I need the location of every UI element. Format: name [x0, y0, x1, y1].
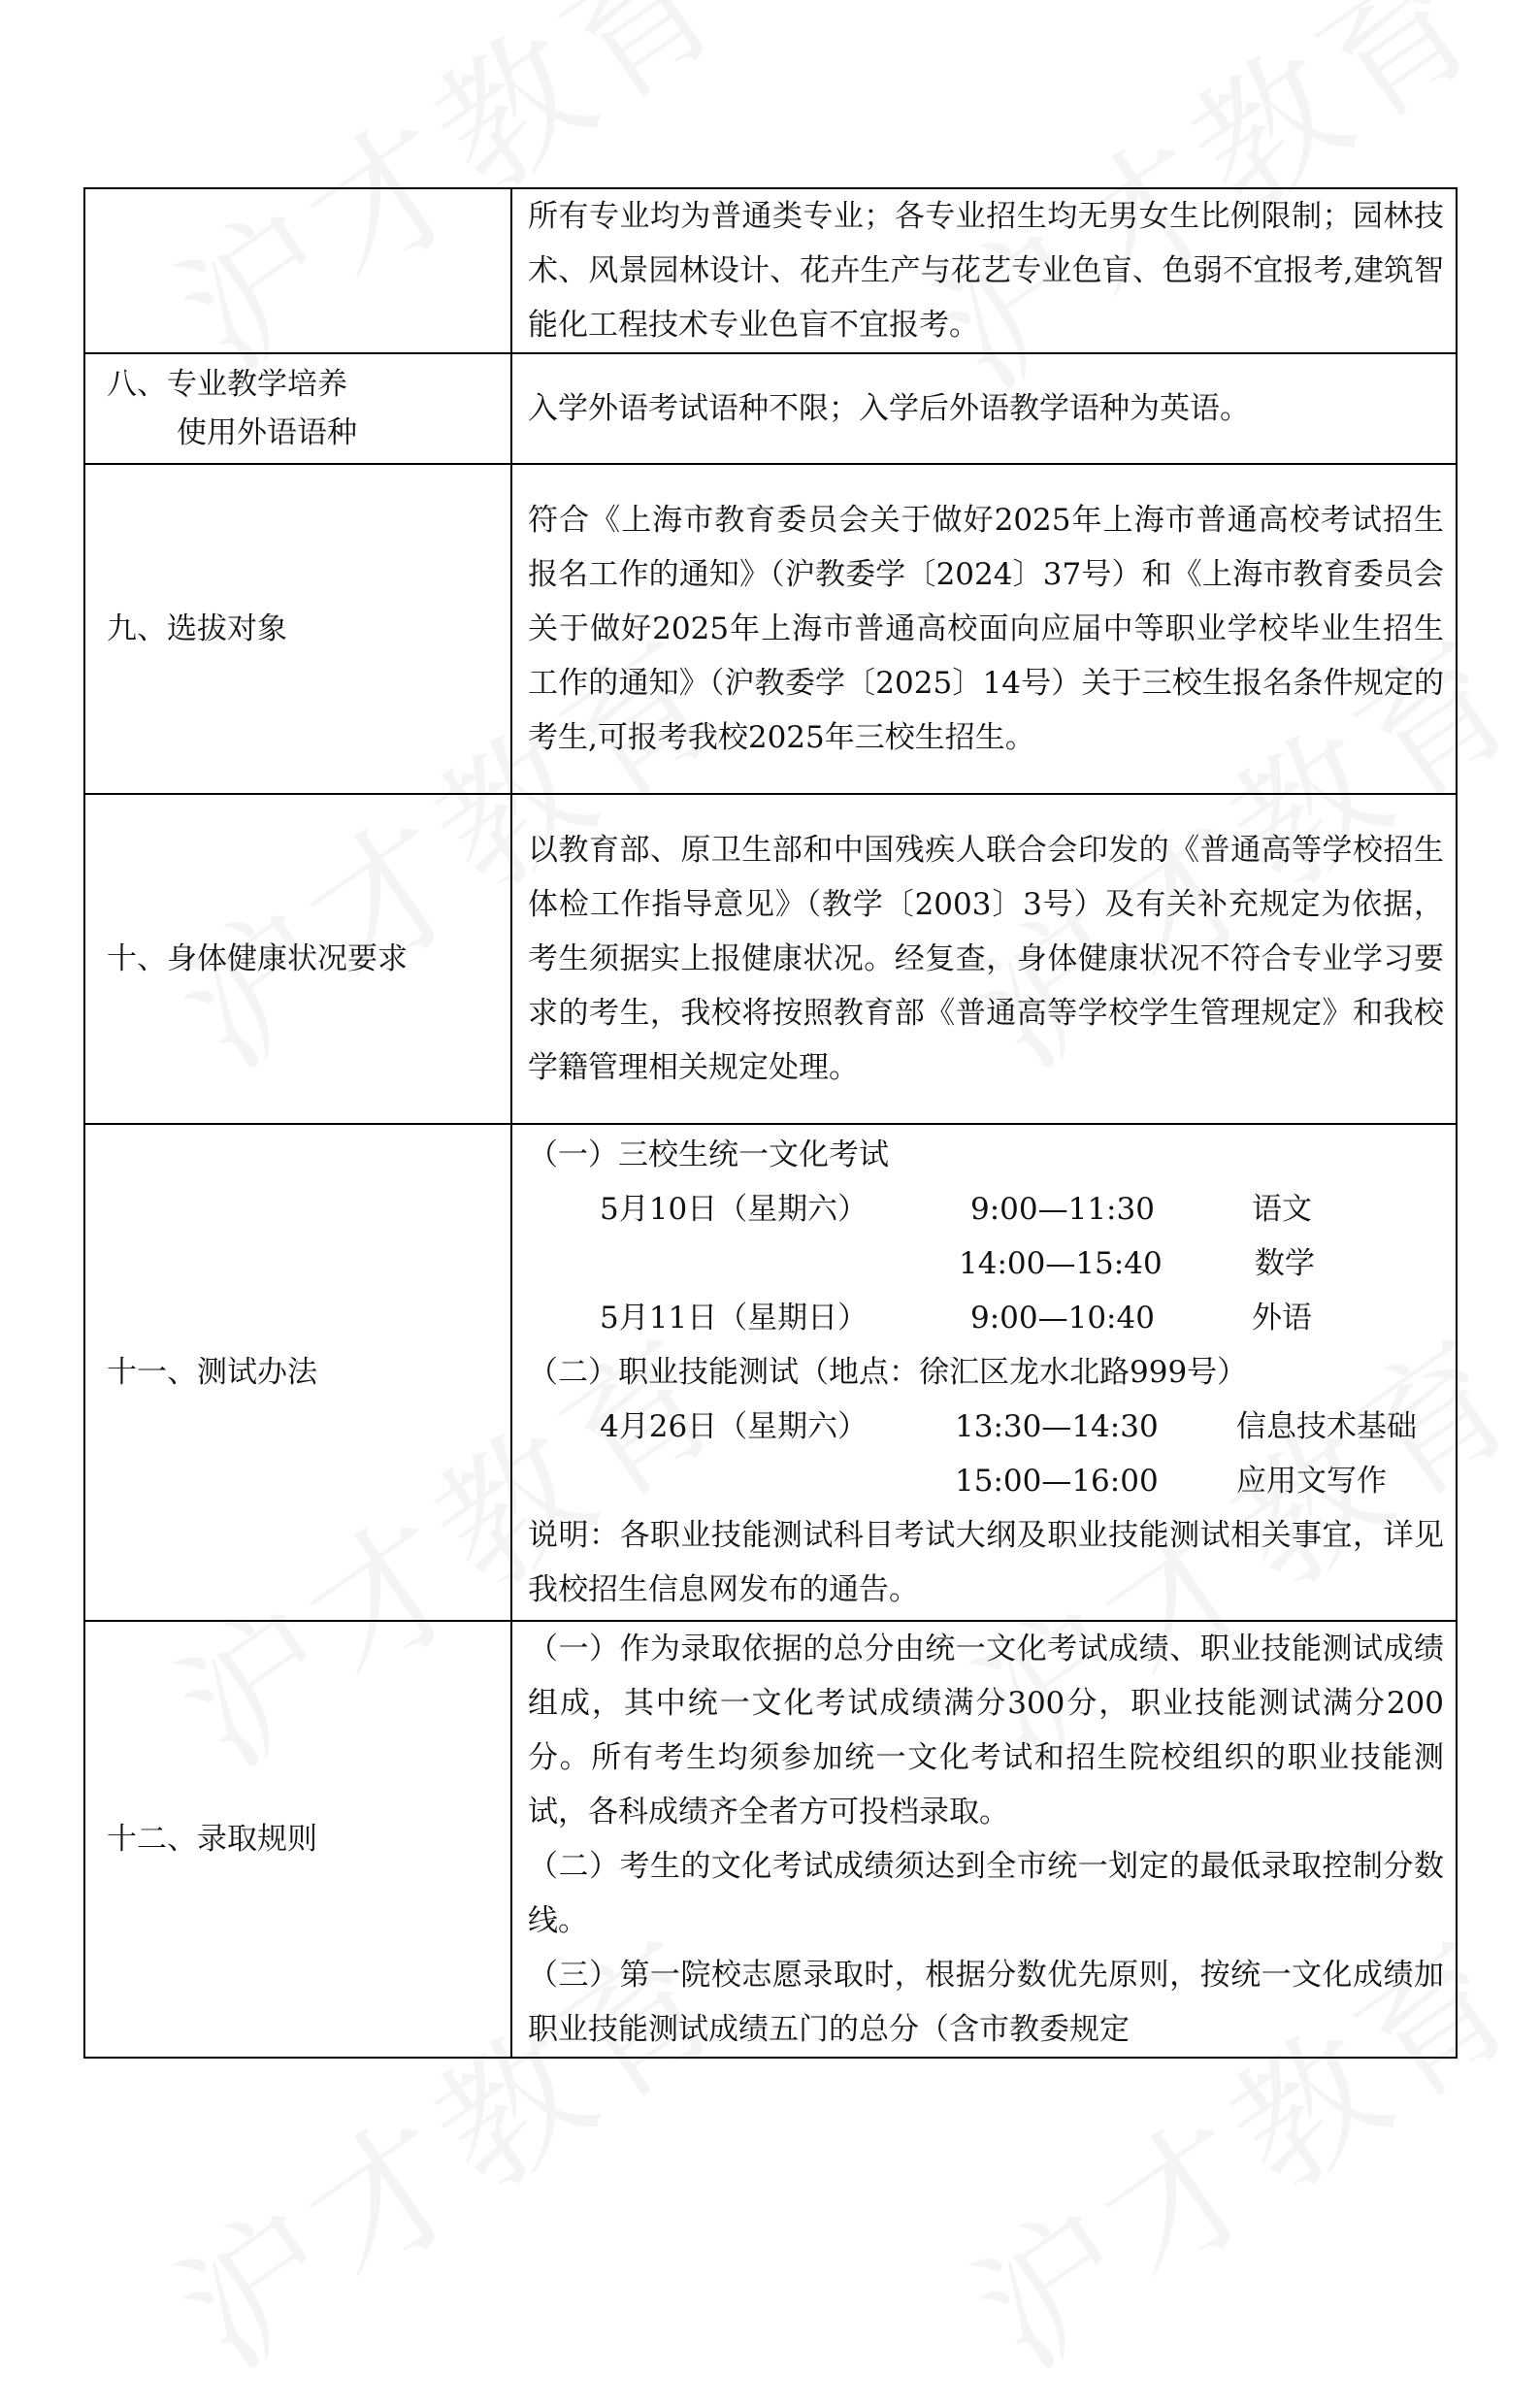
exam-line	[528, 1236, 1444, 1291]
row-content	[511, 1621, 1457, 2058]
exam-time: 9:00—11:30	[970, 1192, 1155, 1227]
row-label	[84, 1621, 511, 2058]
exam-subject: 数学	[1255, 1246, 1315, 1281]
exam-time: 15:00—16:00	[955, 1464, 1159, 1499]
label-line: 十二、录取规则	[107, 1822, 317, 1857]
foreign-language-text: 入学外语考试语种不限；入学后外语教学语种为英语。	[528, 391, 1250, 426]
exam-subject: 信息技术基础	[1236, 1409, 1417, 1444]
health-text: 以教育部、原卫生部和中国残疾人联合会印发的《普通高等学校招生体检工作指导意见》（教学〔2003〕3号）及有关补充规定为依据，考生须据实上报健康状况。经复查，身体健康状况不符合专业学习要求的考生，我校将按照教育部《普通高等学校学生管理规定》和我校学籍管理相关规定处理。	[528, 833, 1444, 1085]
admission-rule-paragraph: （二）考生的文化考试成绩须达到全市统一划定的最低录取控制分数线。	[528, 1849, 1444, 1938]
exam-line	[528, 1454, 1444, 1508]
row-label	[84, 464, 511, 794]
major-restrictions-text: 所有专业均为普通类专业；各专业招生均无男女生比例限制；园林技术、风景园林设计、花卉生产与花艺专业色盲、色弱不宜报考,建筑智能化工程技术专业色盲不宜报考。	[528, 199, 1444, 343]
table-row-foreign-language	[84, 353, 1457, 464]
row-content	[511, 464, 1457, 794]
exam-subject: 外语	[1252, 1301, 1312, 1335]
exam-subject: 应用文写作	[1236, 1464, 1387, 1499]
eligibility-text: 符合《上海市教育委员会关于做好2025年上海市普通高校考试招生报名工作的通知》（沪教委学〔2024〕37号）和《上海市教育委员会关于做好2025年上海市普通高校面向应届中等职业学校毕业生招生工作的通知》（沪教委学〔2025〕14号）关于三校生报名条件规定的考生,可报考我校2025年三校生招生。	[528, 503, 1444, 755]
test-schedule	[528, 1128, 1444, 1508]
row-content	[511, 188, 1457, 353]
test-note-text: 说明：各职业技能测试科目考试大纲及职业技能测试相关事宜，详见我校招生信息网发布的通告。	[528, 1518, 1444, 1607]
row-label	[84, 353, 511, 464]
exam-line	[528, 1291, 1444, 1345]
exam-time: 14:00—15:40	[959, 1246, 1163, 1281]
label-line: 十、身体健康状况要求	[107, 941, 408, 976]
exam-time: 9:00—10:40	[970, 1301, 1155, 1335]
section-title: （一）三校生统一文化考试	[528, 1138, 889, 1172]
exam-date: 5月11日（星期日）	[600, 1301, 868, 1335]
table-row-admission-rules	[84, 1621, 1457, 2058]
table-row-major-restrictions	[84, 188, 1457, 353]
row-content	[511, 353, 1457, 464]
row-label	[84, 1124, 511, 1621]
exam-subject: 语文	[1252, 1192, 1312, 1227]
table-row-eligibility	[84, 464, 1457, 794]
admission-rule-paragraph: （一）作为录取依据的总分由统一文化考试成绩、职业技能测试成绩组成，其中统一文化考试成绩满分300分，职业技能测试满分200分。所有考生均须参加统一文化考试和招生院校组织的职业技能测试，各科成绩齐全者方可投档录取。	[528, 1632, 1444, 1830]
row-label-empty	[84, 188, 511, 353]
label-line: 八、专业教学培养	[107, 367, 347, 402]
label-line: 使用外语语种	[177, 415, 357, 450]
row-content	[511, 794, 1457, 1124]
table-row-health	[84, 794, 1457, 1124]
row-label	[84, 794, 511, 1124]
admission-rule-paragraph: （三）第一院校志愿录取时，根据分数优先原则，按统一文化成绩加职业技能测试成绩五门的总分（含市教委规定	[528, 1958, 1444, 2047]
exam-line	[528, 1400, 1444, 1454]
label-line: 九、选拔对象	[107, 611, 287, 646]
table-row-test-methods	[84, 1124, 1457, 1621]
exam-line	[528, 1182, 1444, 1236]
label-line: 十一、测试办法	[107, 1355, 317, 1390]
exam-date: 5月10日（星期六）	[600, 1192, 868, 1227]
row-content	[511, 1124, 1457, 1621]
exam-time: 13:30—14:30	[955, 1409, 1159, 1444]
exam-date: 4月26日（星期六）	[600, 1409, 868, 1444]
section-title: （二）职业技能测试（地点：徐汇区龙水北路999号）	[528, 1355, 1248, 1390]
admission-info-table	[83, 187, 1458, 2059]
